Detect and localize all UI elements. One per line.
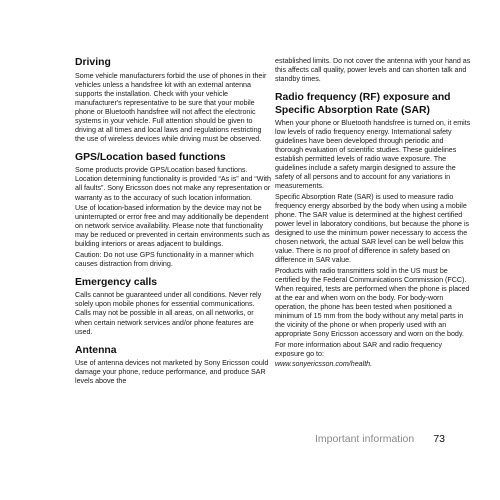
antenna-paragraph: Use of antenna devices not marketed by Sony Ericsson could damage your phone, reduce performance, and produce SAR levels above the — [75, 359, 269, 386]
rf-paragraph-3: Products with radio transmitters sold in the US must be certified by the Federal Communications Commission (FCC). When required, tests are performed when the phone is placed at the ear and when worn on the body. For body-worn operation, the phone has been tested when positioned a minimum of 15 mm from the body without any metal parts in the vicinity of the phone or when properly used with an appropriate Sony Ericsson accessory and worn on the body. — [275, 266, 470, 339]
gps-paragraph-2: Use of location-based information by the device may not be uninterrupted or error free and may additionally be dependent on network service availability. Please note that functionality may be reduced or prevented in certain environments such as building interiors or areas adjacent to buildings. — [75, 204, 270, 249]
rf-paragraph-2: Specific Absorption Rate (SAR) is used to measure radio frequency energy absorbed by the body when using a mobile phone. The SAR value is determined at the highest certified power level in laboratory conditions, but because the phone is designed to use the minimum power necessary to access the chosen network, the actual SAR level can be well below this value. There is no proof of difference in safety based on difference in SAR value. — [275, 193, 470, 265]
rf-paragraph-4: For more information about SAR and radio frequency exposure go to: — [275, 340, 442, 358]
health-url: www.sonyericsson.com/health. — [275, 360, 373, 369]
antenna-continued-paragraph: established limits. Do not cover the antenna with your hand as this affects call quality, power levels and can shorten talk and standby times. — [275, 57, 471, 84]
heading-rf-sar: Radio frequency (RF) exposure and Specific Absorption Rate (SAR) — [275, 92, 451, 116]
driving-paragraph: Some vehicle manufacturers forbid the use of phones in their vehicles unless a handsfree kit with an external antenna supports the installation. Check with your vehicle manufacturer's representative to be sure that your mobile phone or Bluetooth handsfree will not affect the electronic systems in your vehicle. Full attention should be given to driving at all times and local laws and regulations restricting the use of wireless devices while driving must be observed. — [75, 71, 267, 143]
heading-emergency: Emergency calls — [75, 276, 158, 288]
page-footer — [315, 433, 445, 445]
right-column — [275, 57, 471, 371]
gps-caution: Caution: Do not use GPS functionality in a manner which causes distraction from driving. — [75, 250, 254, 268]
heading-gps: GPS/Location based functions — [75, 151, 226, 163]
emergency-paragraph: Calls cannot be guaranteed under all conditions. Never rely solely upon mobile phones for essential communications. Calls may not be possible in all areas, on all networks, or when certain network services and/or phone features are used. — [75, 291, 262, 336]
footer-section-label: Important information — [315, 433, 415, 445]
gps-paragraph-1: Some products provide GPS/Location based functions. Location determining functionality is provided “As is” and “With all faults”. Sony Ericsson does not make any representation or warranty as to the accuracy of such location information. — [75, 166, 271, 202]
heading-antenna: Antenna — [75, 344, 117, 356]
rf-paragraph-1: When your phone or Bluetooth handsfree is turned on, it emits low levels of radio frequency energy. International safety guidelines have been developed through periodic and thorough evaluation of scientific studies. These guidelines establish permitted levels of radio wave exposure. The guidelines include a safety margin designed to assure the safety of all persons and to account for any variations in measurements. — [275, 119, 471, 191]
heading-driving: Driving — [75, 57, 111, 68]
page-number: 73 — [433, 433, 445, 445]
left-column — [75, 57, 271, 388]
